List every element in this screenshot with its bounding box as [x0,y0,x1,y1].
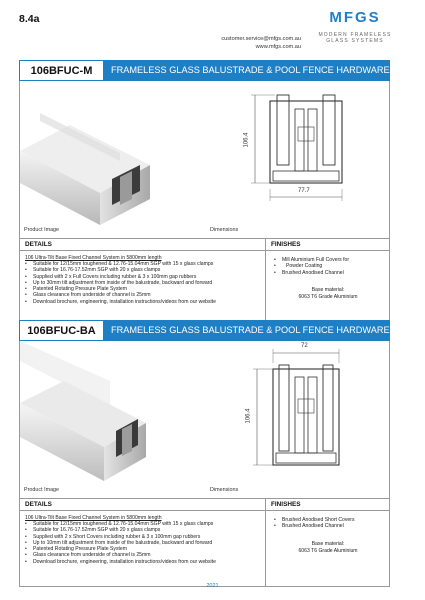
footer-year: 2021 [206,583,219,589]
details-item: • Suitable for 12/15mm toughened & 12.76-15.04mm SGP with 15 x glass clamps [23,261,216,267]
details-heading: DETAILS [20,499,265,511]
logo-mark: MFGS [329,9,381,26]
product-title-bar [19,320,390,341]
contact-email[interactable]: customer.service@mfgs.com.au [221,36,301,42]
finishes-item-continued: • Powder Coating [272,263,349,269]
finishes-column [266,239,390,327]
dimension-height: 106.4 [245,408,252,424]
product-image-label: Product Image [24,487,60,493]
finishes-item: • Brushed Anodised Channel [272,270,349,276]
details-title: 106 Ultra-Tilt Base Fixed Channel System in 5800mm length [25,515,162,521]
details-item: • Glass clearance from underside of channel is 25mm [23,552,216,558]
dimensions-label: Dimensions [210,227,239,233]
contact-website[interactable]: www.mfgs.com.au [255,43,301,50]
details-column [20,499,266,587]
finishes-item: • Mill Aluminium Full Covers for [272,257,349,263]
product-image-label: Product Image [24,227,60,233]
details-item: • Suitable for 16.76-17.52mm SGP with 20 x glass clamps [23,527,216,533]
finishes-item: • Brushed Anodised Short Covers [272,517,355,523]
finishes-column [266,499,390,587]
details-item: • Download brochure, engineering, installation instructions/videos from our website [23,299,216,305]
product-title-bar [19,60,390,81]
product-title: FRAMELESS GLASS BALUSTRADE & POOL FENCE HARDWARE [111,325,390,335]
details-item: • Up to 30mm tilt adjustment from inside of the balustrade, backward and forward [23,280,216,286]
base-material-value: 6063 T6 Grade Aluminium [298,294,358,300]
product-info-row [19,499,390,587]
logo-line-1: MODERN FRAMELESS [318,32,392,38]
details-item: • Up to 10mm tilt adjustment from inside of the balustrade, backward and forward [23,540,216,546]
product-photo [20,81,205,225]
details-column [20,239,266,327]
dimension-width: 77.7 [298,188,310,194]
finishes-item: • Brushed Anodised Channel [272,523,355,529]
finishes-list [272,517,355,530]
page-number: 8.4a [19,13,40,25]
dimension-drawing [235,345,375,485]
dimension-drawing [235,89,375,224]
details-item: • Patented Rotating Pressure Plate System [23,546,216,552]
product-photo [20,341,205,485]
dimension-width: 72 [301,343,308,349]
details-item: • Suitable for 12/15mm toughened & 12.76-15.04mm SGP with 15 x glass clamps [23,521,216,527]
details-item: • Supplied with 2 x Full Covers including rubber & 3 x 100mm gap rubbers [23,274,216,280]
product-image-panel [19,81,390,239]
contact-block [221,36,301,51]
product-code: 106BFUC-BA [19,320,104,341]
product-code: 106BFUC-M [19,60,104,81]
finishes-heading: FINISHES [266,239,390,251]
finishes-heading: FINISHES [266,499,390,511]
details-title: 106 Ultra-Tilt Base Fixed Channel System in 5800mm length [25,255,162,261]
finishes-list [272,257,349,276]
dimensions-label: Dimensions [210,487,239,493]
details-list [23,261,216,305]
details-item: • Suitable for 16.76-17.52mm SGP with 20 x glass clamps [23,267,216,273]
dimension-height: 106.4 [243,132,250,148]
details-item: • Glass clearance from underside of channel is 25mm [23,292,216,298]
product-image-panel [19,341,390,499]
base-material-label: Base material: [311,287,345,293]
details-item: • Supplied with 2 x Short Covers including rubber & 3 x 100mm gap rubbers [23,534,216,540]
details-list [23,521,216,565]
mfgs-logo [305,10,405,44]
product-title: FRAMELESS GLASS BALUSTRADE & POOL FENCE HARDWARE [111,65,390,75]
details-item: • Download brochure, engineering, installation instructions/videos from our website [23,559,216,565]
base-material-label: Base material: [311,541,345,547]
product-info-row [19,239,390,327]
details-item: • Patented Rotating Pressure Plate System [23,286,216,292]
details-heading: DETAILS [20,239,265,251]
base-material-value: 6063 T6 Grade Aluminium [298,548,358,554]
logo-line-2: GLASS SYSTEMS [326,38,384,44]
